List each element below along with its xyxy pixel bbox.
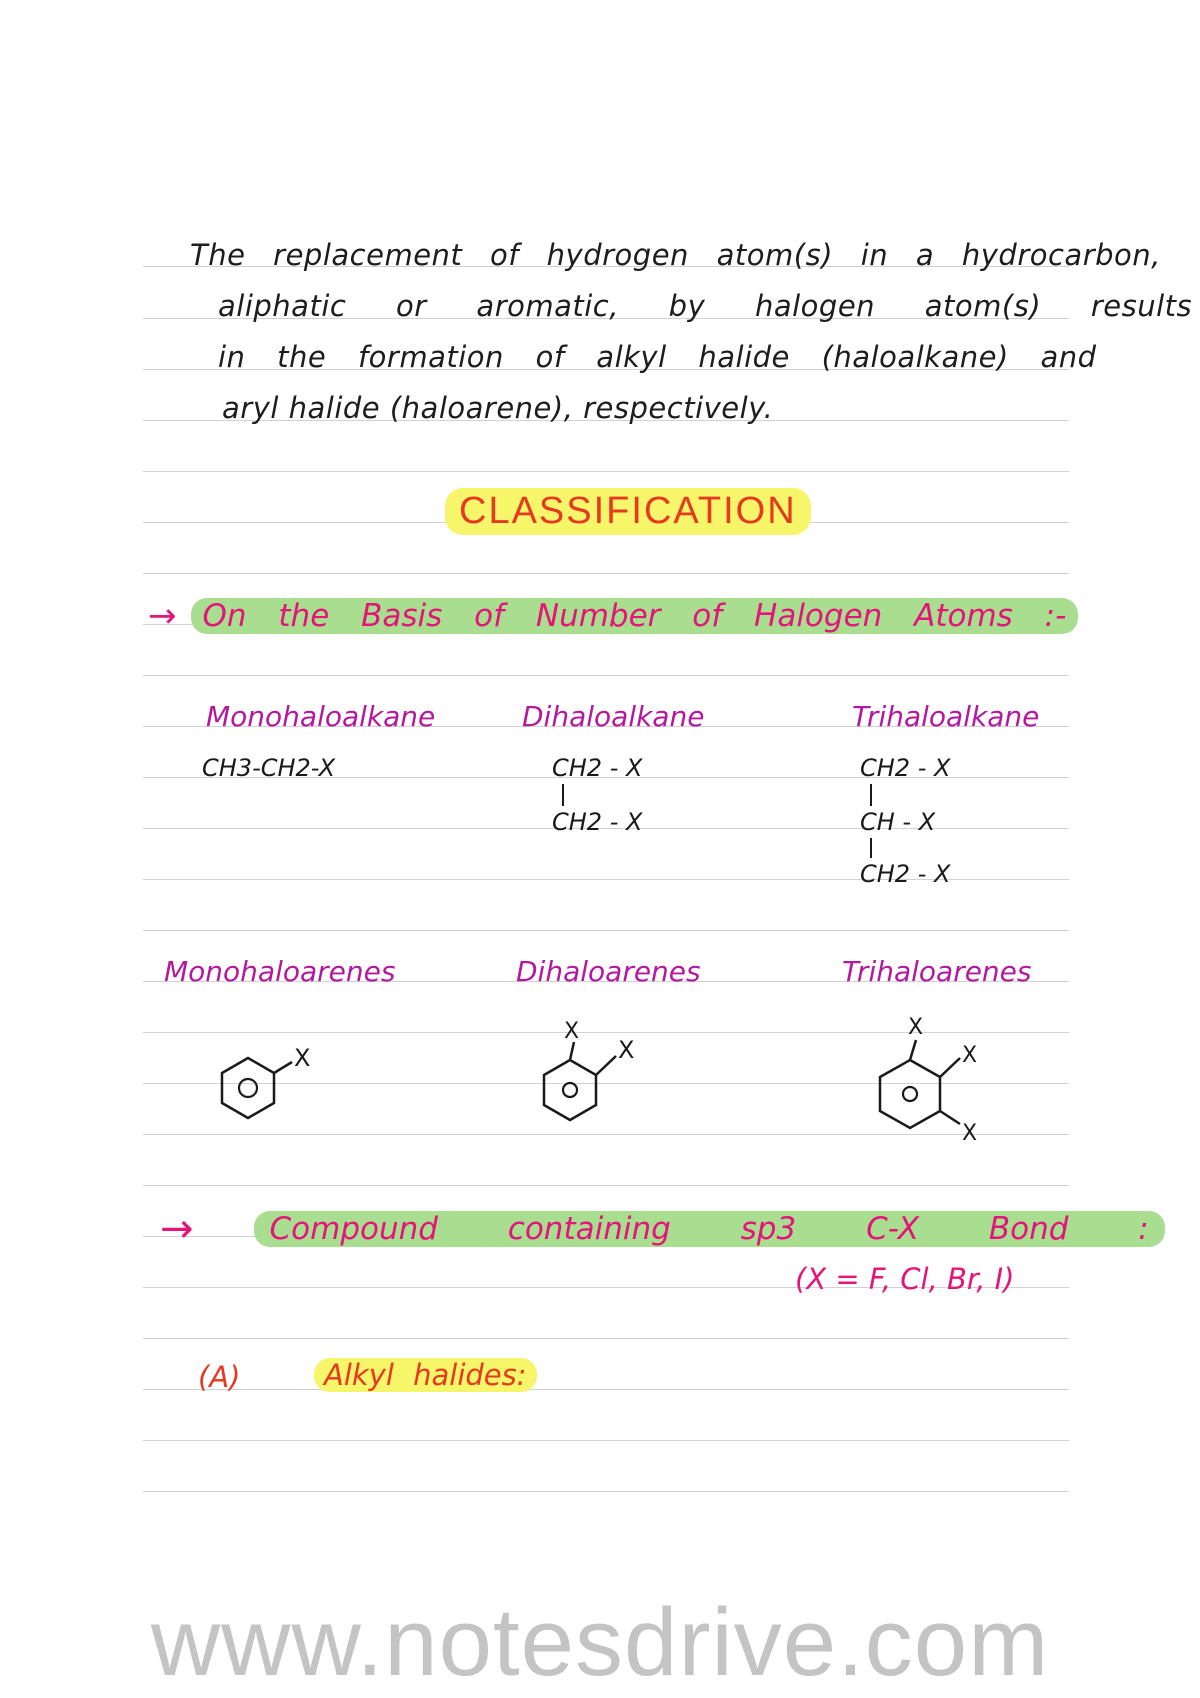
bond-line [870, 784, 872, 806]
intro-line-4: aryl halide (haloarene), respectively. [222, 391, 774, 425]
substituent-x: X [564, 1019, 580, 1044]
watermark: www.notesdrive.com [150, 1589, 1050, 1696]
bond-line [274, 1062, 292, 1073]
rule-line [143, 1491, 1069, 1492]
rule-line [143, 471, 1069, 472]
trihaloarene-title: Trihaloarenes [842, 955, 1032, 988]
compound-heading [160, 1206, 1165, 1252]
bond-line [940, 1111, 960, 1124]
trihaloalkane-line-3: CH2 - X [860, 860, 951, 888]
substituent-x: X [962, 1043, 978, 1068]
trihaloalkane-title: Trihaloalkane [852, 700, 1040, 733]
substituent-x: X [294, 1044, 311, 1072]
substituent-x: X [962, 1121, 978, 1146]
rule-line [143, 930, 1069, 931]
basis-heading-text: On the Basis of Number of Halogen Atoms :- [191, 598, 1079, 634]
rule-line [143, 1185, 1069, 1186]
dihaloalkane-title: Dihaloalkane [522, 700, 705, 733]
intro-line-3: in the formation of alkyl halide (haloalkane) and [218, 340, 1097, 374]
halogen-list: (X = F, Cl, Br, I) [795, 1262, 1015, 1296]
benzene-ring [544, 1060, 596, 1120]
monohaloalkane-formula: CH3-CH2-X [202, 754, 336, 782]
bond-line [940, 1058, 960, 1077]
trihaloarene-structure [866, 1012, 1006, 1162]
aromatic-circle [903, 1087, 917, 1101]
benzene-ring [222, 1058, 274, 1118]
trihaloalkane-line-2: CH - X [860, 808, 936, 836]
monohaloarene-structure [200, 1044, 311, 1140]
section-a-heading: Alkyl halides: [314, 1358, 537, 1392]
monohaloalkane-title: Monohaloalkane [206, 700, 436, 733]
bond-line [562, 784, 564, 806]
arrow-right-icon: → [148, 596, 177, 636]
rule-line [143, 1338, 1069, 1339]
bond-line [870, 838, 872, 858]
intro-line-1: The replacement of hydrogen atom(s) in a hydrocarbon, [190, 238, 1161, 272]
rule-line [143, 1440, 1069, 1441]
classification-heading: CLASSIFICATION [445, 488, 811, 535]
monohaloarene-title: Monohaloarenes [164, 955, 396, 988]
rule-line [143, 675, 1069, 676]
aromatic-circle [239, 1079, 257, 1097]
compound-heading-label: Compound containing sp3 C-X Bond : [269, 1211, 1149, 1247]
rule-line [143, 573, 1069, 574]
basis-heading [148, 596, 1078, 636]
dihaloarene-title: Dihaloarenes [516, 955, 701, 988]
benzene-ring [880, 1060, 940, 1128]
dihaloarene-structure [530, 1018, 660, 1148]
bond-line [596, 1056, 616, 1075]
trihaloalkane-line-1: CH2 - X [860, 754, 951, 782]
intro-line-2: aliphatic or aromatic, by halogen atom(s) results [218, 289, 1193, 323]
bond-line [570, 1042, 574, 1060]
substituent-x: X [618, 1036, 635, 1064]
bond-line [910, 1040, 916, 1060]
arrow-right-icon: → [160, 1206, 194, 1252]
dihaloalkane-line-1: CH2 - X [552, 754, 643, 782]
aromatic-circle [563, 1083, 577, 1097]
substituent-x: X [908, 1015, 924, 1040]
section-a-label: (A) [198, 1360, 241, 1394]
dihaloalkane-line-2: CH2 - X [552, 808, 643, 836]
compound-heading-text [254, 1211, 1165, 1247]
rule-line [143, 1389, 1069, 1390]
